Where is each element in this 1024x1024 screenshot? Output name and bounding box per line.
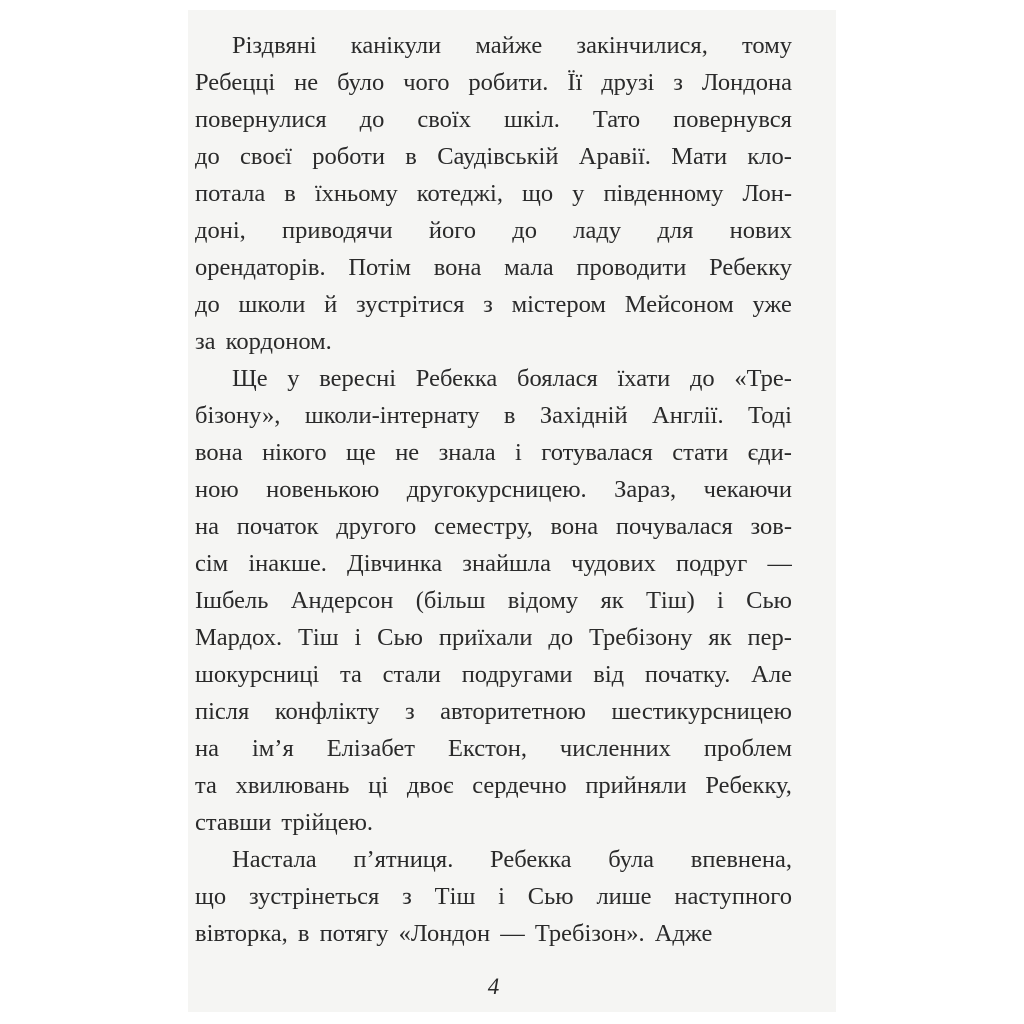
paragraph [195, 360, 792, 841]
text-line: після конфлікту з авторитетною шестикурсницею [195, 698, 792, 725]
paragraphs-container [195, 27, 792, 952]
text-line: вона нікого ще не знала і готувалася стати єди- [195, 439, 792, 466]
text-line: Ще у вересні Ребекка боялася їхати до «Тре- [232, 365, 792, 392]
text-line: сім інакше. Дівчинка знайшла чудових подруг — [195, 550, 792, 577]
text-line: до своєї роботи в Саудівській Аравії. Мати кло- [195, 143, 792, 170]
text-line: Ішбель Андерсон (більш відому як Тіш) і Сью [195, 587, 792, 614]
text-line: бізону», школи-інтернату в Західній Англії. Тоді [195, 402, 792, 429]
page-number: 4 [487, 974, 500, 999]
book-page [188, 10, 836, 1012]
text-line: ною новенькою другокурсницею. Зараз, чекаючи [195, 476, 792, 503]
text-line: на початок другого семестру, вона почувалася зов- [195, 513, 792, 540]
text-line: за кордоном. [195, 328, 332, 355]
paragraph [195, 841, 792, 952]
text-line: до школи й зустрітися з містером Мейсоном уже [195, 291, 792, 318]
text-line: ставши трійцею. [195, 809, 374, 836]
text-line: Різдвяні канікули майже закінчилися, тому [232, 32, 792, 59]
text-line: Мардох. Тіш і Сью приїхали до Требізону як пер- [195, 624, 792, 651]
text-line: орендаторів. Потім вона мала проводити Ребекку [195, 254, 792, 281]
text-line: Настала п’ятниця. Ребекка була впевнена, [232, 846, 792, 873]
page-text [195, 27, 792, 1000]
text-line: вівторка, в потягу «Лондон — Требізон». Адже [195, 920, 713, 947]
text-line: Ребецці не було чого робити. Її друзі з Лондона [195, 69, 792, 96]
text-line: повернулися до своїх шкіл. Тато повернувся [195, 106, 792, 133]
text-line: та хвилювань ці двоє сердечно прийняли Ребекку, [195, 772, 792, 799]
paragraph [195, 27, 792, 360]
text-line: потала в їхньому котеджі, що у південному Лон- [195, 180, 792, 207]
text-line: доні, приводячи його до ладу для нових [195, 217, 792, 244]
text-line: що зустрінеться з Тіш і Сью лише наступного [195, 883, 792, 910]
text-line: на ім’я Елізабет Екстон, численних проблем [195, 735, 792, 762]
text-line: шокурсниці та стали подругами від початку. Але [195, 661, 792, 688]
